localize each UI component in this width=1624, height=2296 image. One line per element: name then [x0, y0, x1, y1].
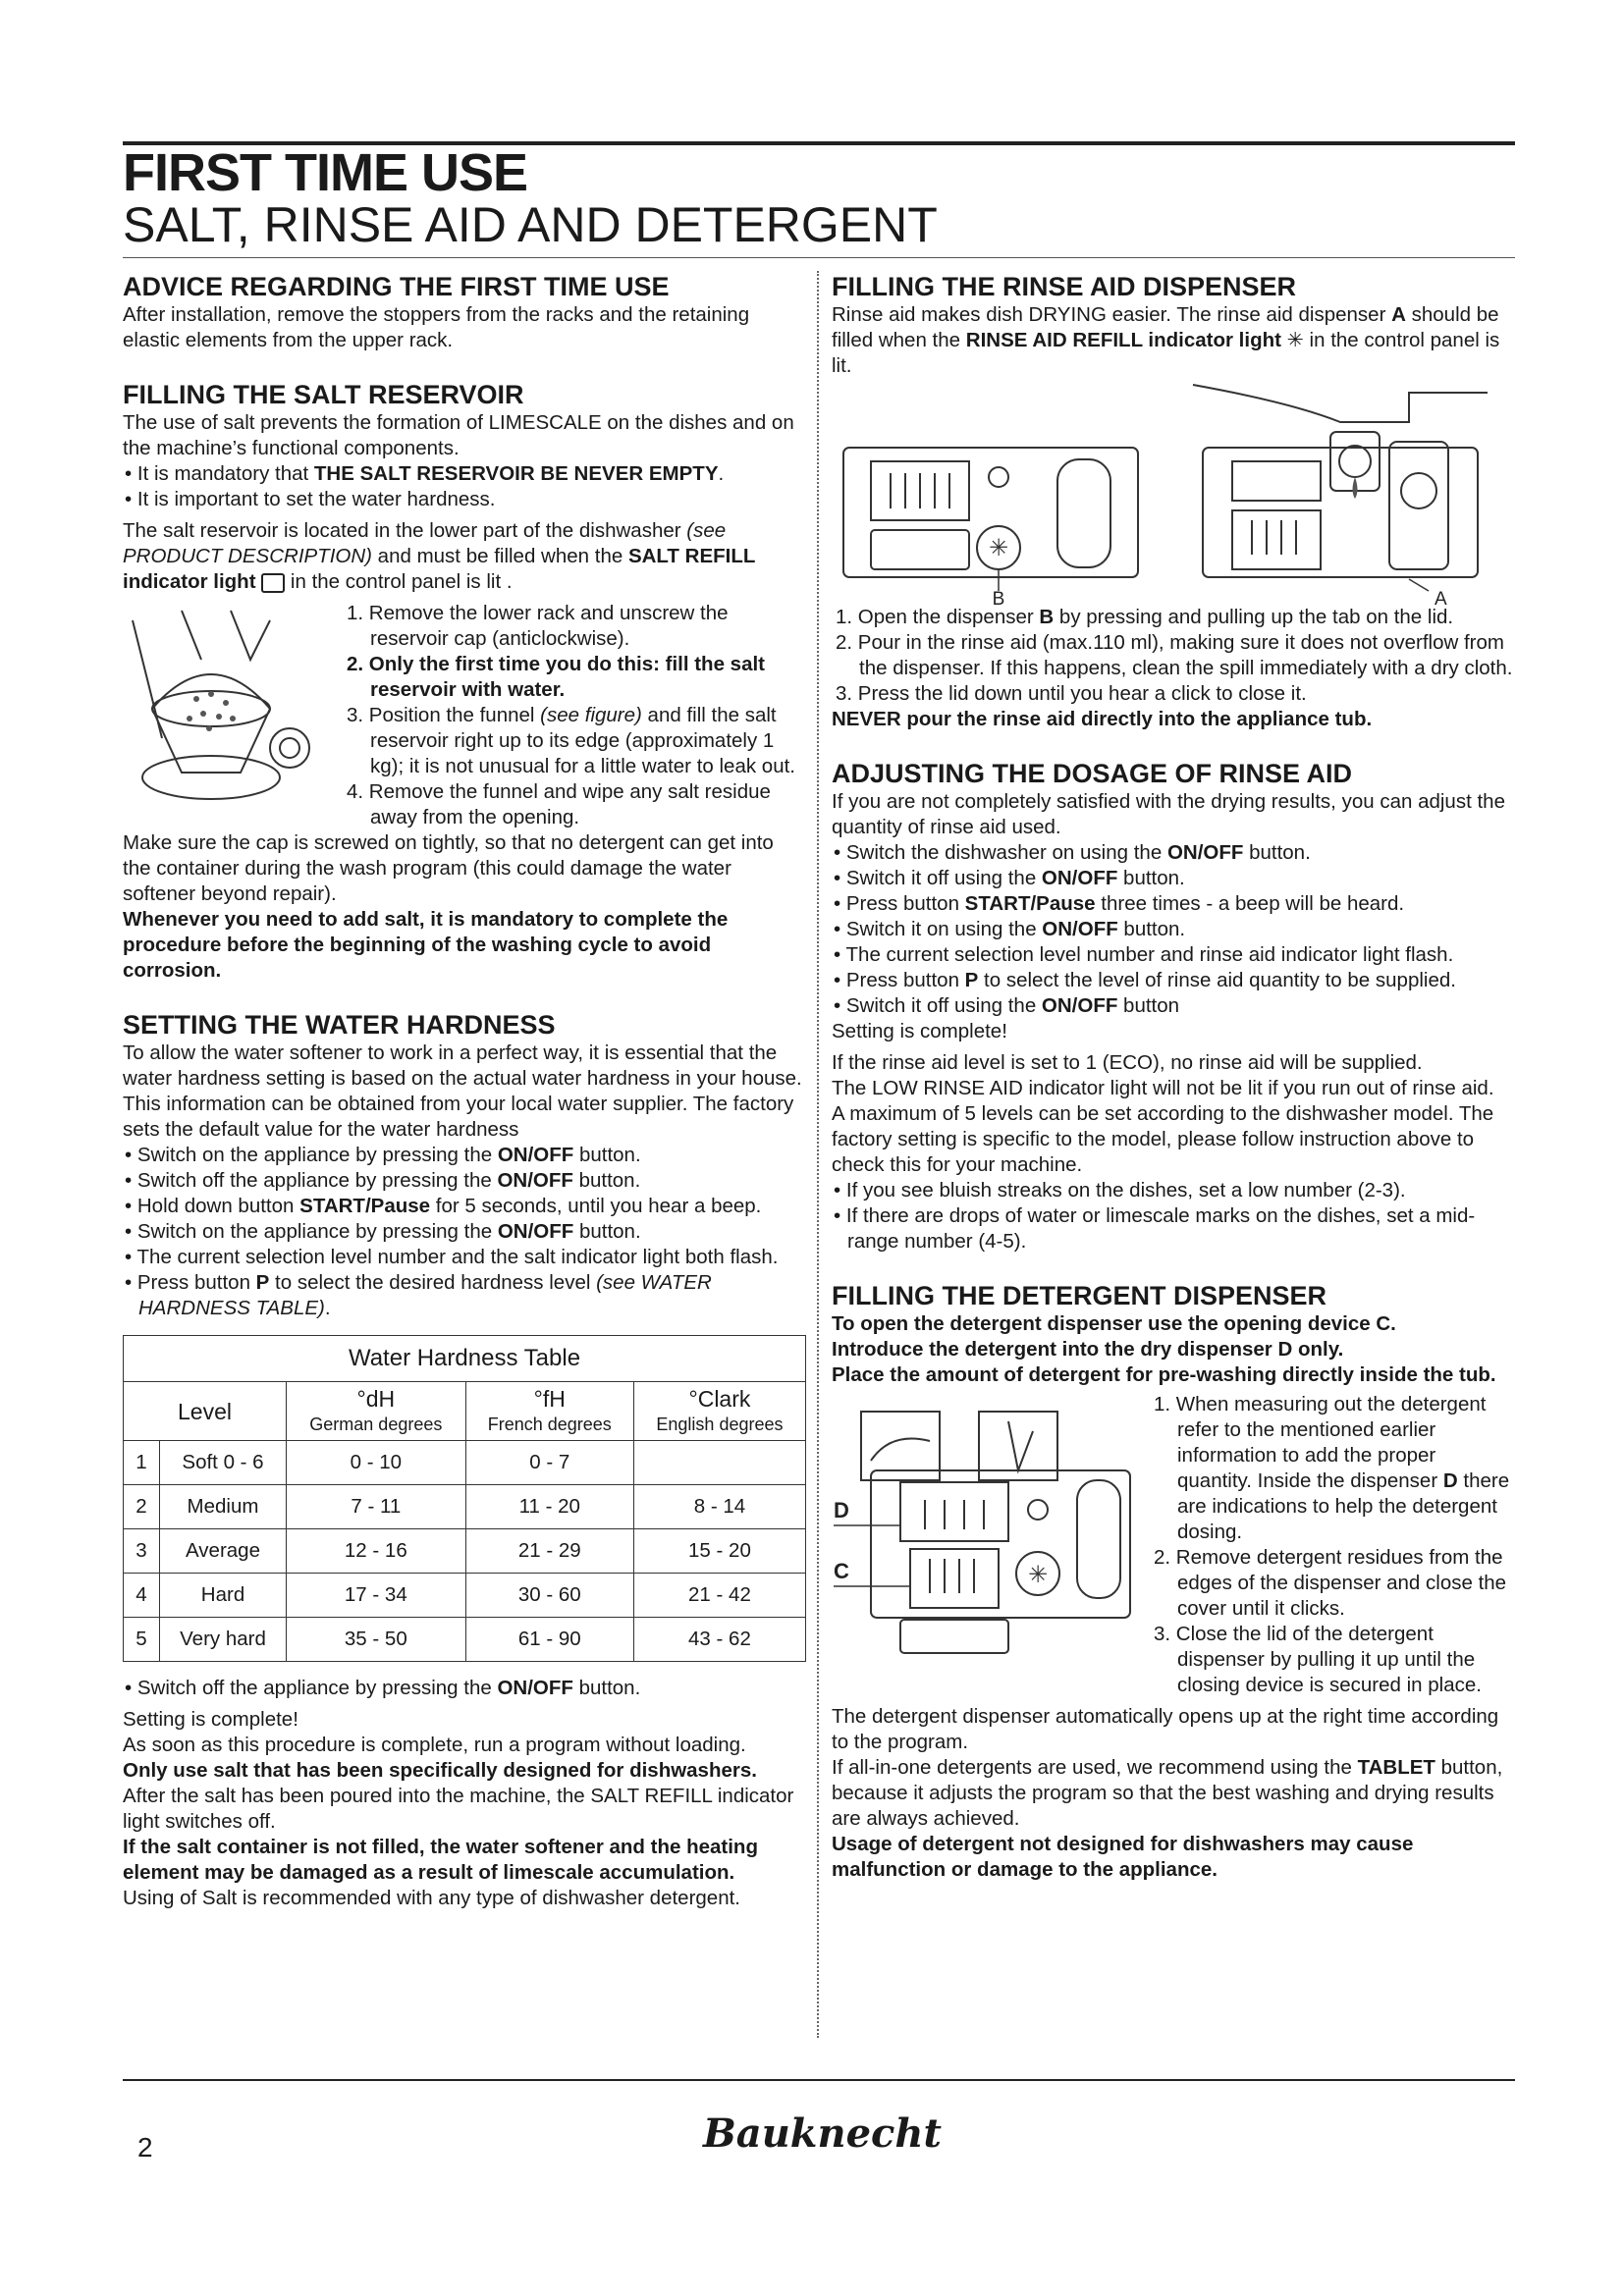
right-column [832, 271, 1515, 1883]
detergent-step-2: 2. Remove detergent residues from the edges of the dispenser and close the cover until it clicks. [1154, 1546, 1507, 1620]
table-title: Water Hardness Table [124, 1336, 806, 1382]
salt-step-4: 4. Remove the funnel and wipe any salt residue away from the opening. [347, 780, 771, 828]
salt-bullet-2: • It is important to set the water hardness. [123, 487, 806, 512]
title-rule [123, 257, 1515, 258]
detergent-line-1: To open the detergent dispenser use the opening device C. [832, 1312, 1396, 1335]
label-c: C [834, 1559, 849, 1583]
rinse-step-3: 3. Press the lid down until you hear a click to close it. [836, 682, 1307, 705]
row-level-name: Average [160, 1529, 287, 1574]
salt-cap-text: Make sure the cap is screwed on tightly, so that no detergent can get into the container during the wash program (this could damage the water softener beyond repair). [123, 831, 774, 905]
salt-refill-icon [261, 573, 285, 593]
salt-warning: Whenever you need to add salt, it is mandatory to complete the procedure before the beginning of the washing cycle to avoid corrosion. [123, 908, 729, 982]
hardness-intro: To allow the water softener to work in a perfect way, it is essential that the water hardness setting is based on the actual water hardness in your house. This information can be obtained from your local water supplier. The factory sets the default value for the water hardness [123, 1041, 802, 1141]
column-divider [817, 271, 819, 2038]
dosage-bullet-2: • Switch it off using the ON/OFF button. [832, 866, 1515, 891]
left-column [123, 271, 806, 1911]
row-fh: 61 - 90 [465, 1618, 633, 1662]
row-fh: 11 - 20 [465, 1485, 633, 1529]
row-level-name: Medium [160, 1485, 287, 1529]
detergent-tablet: If all-in-one detergents are used, we recommend using the TABLET button, because it adjusts the program so that the best washing and drying results are always achieved. [832, 1756, 1503, 1830]
salt-bullet-1: • It is mandatory that THE SALT RESERVOIR BE NEVER EMPTY. [123, 461, 806, 487]
table-row [124, 1485, 806, 1529]
detergent-line-2: Introduce the detergent into the dry dispenser D only. [832, 1338, 1344, 1361]
table-row [124, 1574, 806, 1618]
row-clark: 21 - 42 [633, 1574, 805, 1618]
after-bullet-1: • Switch off the appliance by pressing the ON/OFF button. [123, 1676, 806, 1701]
col-fh: °fH French degrees [465, 1382, 633, 1441]
salt-step-2: 2. Only the first time you do this: fill the salt reservoir with water. [347, 653, 765, 701]
dosage-bullet-3: • Press button START/Pause three times - a beep will be heard. [832, 891, 1515, 917]
rinse-never: NEVER pour the rinse aid directly into the appliance tub. [832, 708, 1373, 730]
row-number: 5 [124, 1618, 160, 1662]
after-run: As soon as this procedure is complete, run a program without loading. [123, 1734, 746, 1756]
rinse-step-1: 1. Open the dispenser B by pressing and pulling up the tab on the lid. [836, 606, 1454, 628]
row-number: 1 [124, 1441, 160, 1485]
table-row [124, 1441, 806, 1485]
page-subtitle: SALT, RINSE AID AND DETERGENT [123, 197, 938, 252]
salt-location: The salt reservoir is located in the lower part of the dishwasher (see PRODUCT DESCRIPTION) and must be filled when the SALT REFILL indicator light in the control panel is lit . [123, 519, 756, 593]
row-dh: 7 - 11 [287, 1485, 466, 1529]
salt-step-3: 3. Position the funnel (see figure) and fill the salt reservoir right up to its edge (approximately 1 kg); it is not unusual for a little water to leak out. [347, 704, 795, 777]
label-a: A [1435, 589, 1447, 605]
detergent-dispenser-figure [832, 1392, 1136, 1659]
row-fh: 0 - 7 [465, 1441, 633, 1485]
row-number: 2 [124, 1485, 160, 1529]
dosage-bullet-7: • Switch it off using the ON/OFF button [832, 993, 1515, 1019]
advice-heading: ADVICE REGARDING THE FIRST TIME USE [123, 272, 670, 301]
row-clark [633, 1441, 805, 1485]
row-level-name: Very hard [160, 1618, 287, 1662]
salt-intro: The use of salt prevents the formation of LIMESCALE on the dishes and on the machine’s functional components. [123, 411, 794, 459]
rinse-intro: Rinse aid makes dish DRYING easier. The rinse aid dispenser A should be filled when the RINSE AID REFILL indicator light ✳ in the control panel is lit. [832, 303, 1500, 377]
detergent-auto: The detergent dispenser automatically opens up at the right time according to the program. [832, 1705, 1499, 1753]
rinse-open-figure [1173, 383, 1497, 605]
hardness-bullet-1: • Switch on the appliance by pressing the ON/OFF button. [123, 1143, 806, 1168]
rinse-aid-icon: ✳ [1286, 329, 1304, 351]
page-number: 2 [137, 2132, 153, 2163]
detergent-line-3: Place the amount of detergent for pre-washing directly inside the tub. [832, 1363, 1496, 1386]
hardness-bullet-3: • Hold down button START/Pause for 5 seconds, until you hear a beep. [123, 1194, 806, 1219]
label-b: B [992, 589, 1005, 605]
hardness-bullet-4: • Switch on the appliance by pressing the ON/OFF button. [123, 1219, 806, 1245]
salt-step-1: 1. Remove the lower rack and unscrew the reservoir cap (anticlockwise). [347, 602, 729, 650]
dosage-intro: If you are not completely satisfied with the drying results, you can adjust the quantity of rinse aid used. [832, 790, 1505, 838]
row-dh: 0 - 10 [287, 1441, 466, 1485]
col-level: Level [124, 1382, 287, 1441]
rinse-step-2: 2. Pour in the rinse aid (max.110 ml), making sure it does not overflow from the dispenser. If this happens, clean the spill immediately with a dry cloth. [836, 631, 1513, 679]
after-using: Using of Salt is recommended with any type of dishwasher detergent. [123, 1887, 740, 1909]
hardness-bullet-2: • Switch off the appliance by pressing the ON/OFF button. [123, 1168, 806, 1194]
footer-rule [123, 2079, 1515, 2081]
page-title: FIRST TIME USE [123, 143, 528, 202]
row-clark: 8 - 14 [633, 1485, 805, 1529]
row-number: 4 [124, 1574, 160, 1618]
hardness-bullet-5: • The current selection level number and the salt indicator light both flash. [123, 1245, 806, 1270]
dosage-bullet-1: • Switch the dishwasher on using the ON/OFF button. [832, 840, 1515, 866]
detergent-step-1: 1. When measuring out the detergent refer to the mentioned earlier information to add the proper quantity. Inside the dispenser D there are indications to help the detergent dosing. [1154, 1393, 1510, 1543]
dosage-complete: Setting is complete! [832, 1020, 1007, 1042]
detergent-warning: Usage of detergent not designed for dishwashers may cause malfunction or damage to the appliance. [832, 1833, 1414, 1881]
row-fh: 30 - 60 [465, 1574, 633, 1618]
after-poured: After the salt has been poured into the machine, the SALT REFILL indicator light switches off. [123, 1785, 794, 1833]
dosage-eco: If the rinse aid level is set to 1 (ECO), no rinse aid will be supplied. [832, 1051, 1423, 1074]
hardness-heading: SETTING THE WATER HARDNESS [123, 1010, 556, 1040]
dosage-bullet-4: • Switch it on using the ON/OFF button. [832, 917, 1515, 942]
after-warning: If the salt container is not filled, the water softener and the heating element may be damaged as a result of limescale accumulation. [123, 1836, 758, 1884]
dosage-bullet-9: • If there are drops of water or limescale marks on the dishes, set a mid-range number (4-5). [832, 1203, 1515, 1255]
salt-funnel-figure [123, 601, 329, 828]
row-level-name: Hard [160, 1574, 287, 1618]
dosage-heading: ADJUSTING THE DOSAGE OF RINSE AID [832, 759, 1353, 788]
row-clark: 15 - 20 [633, 1529, 805, 1574]
row-fh: 21 - 29 [465, 1529, 633, 1574]
row-dh: 17 - 34 [287, 1574, 466, 1618]
brand-logo: Bauknecht [703, 2110, 942, 2157]
row-level-name: Soft 0 - 6 [160, 1441, 287, 1485]
dosage-low: The LOW RINSE AID indicator light will not be lit if you run out of rinse aid. [832, 1077, 1494, 1099]
row-dh: 12 - 16 [287, 1529, 466, 1574]
hardness-bullet-6: • Press button P to select the desired hardness level (see WATER HARDNESS TABLE). [123, 1270, 806, 1321]
rinse-dispenser-figure [832, 383, 1156, 605]
table-row [124, 1618, 806, 1662]
after-only-salt: Only use salt that has been specifically designed for dishwashers. [123, 1759, 757, 1782]
row-clark: 43 - 62 [633, 1618, 805, 1662]
col-clark: °Clark English degrees [633, 1382, 805, 1441]
after-complete: Setting is complete! [123, 1708, 298, 1731]
detergent-heading: FILLING THE DETERGENT DISPENSER [832, 1281, 1327, 1310]
label-d: D [834, 1498, 849, 1522]
svg-text:✳: ✳ [988, 535, 1009, 561]
dosage-bullet-5: • The current selection level number and rinse aid indicator light flash. [832, 942, 1515, 968]
svg-text:✳: ✳ [1027, 1562, 1049, 1588]
advice-text: After installation, remove the stoppers from the racks and the retaining elastic elements from the upper rack. [123, 303, 750, 351]
row-number: 3 [124, 1529, 160, 1574]
table-row [124, 1529, 806, 1574]
rinse-heading: FILLING THE RINSE AID DISPENSER [832, 272, 1297, 301]
dosage-bullet-6: • Press button P to select the level of rinse aid quantity to be supplied. [832, 968, 1515, 993]
dosage-max: A maximum of 5 levels can be set according to the dishwasher model. The factory setting is specific to the model, please follow instruction above to check this for your machine. [832, 1102, 1494, 1176]
salt-heading: FILLING THE SALT RESERVOIR [123, 380, 524, 409]
water-hardness-table [123, 1335, 806, 1662]
dosage-bullet-8: • If you see bluish streaks on the dishes, set a low number (2-3). [832, 1178, 1515, 1203]
row-dh: 35 - 50 [287, 1618, 466, 1662]
detergent-step-3: 3. Close the lid of the detergent dispenser by pulling it up until the closing device is secured in place. [1154, 1623, 1482, 1696]
col-dh: °dH German degrees [287, 1382, 466, 1441]
